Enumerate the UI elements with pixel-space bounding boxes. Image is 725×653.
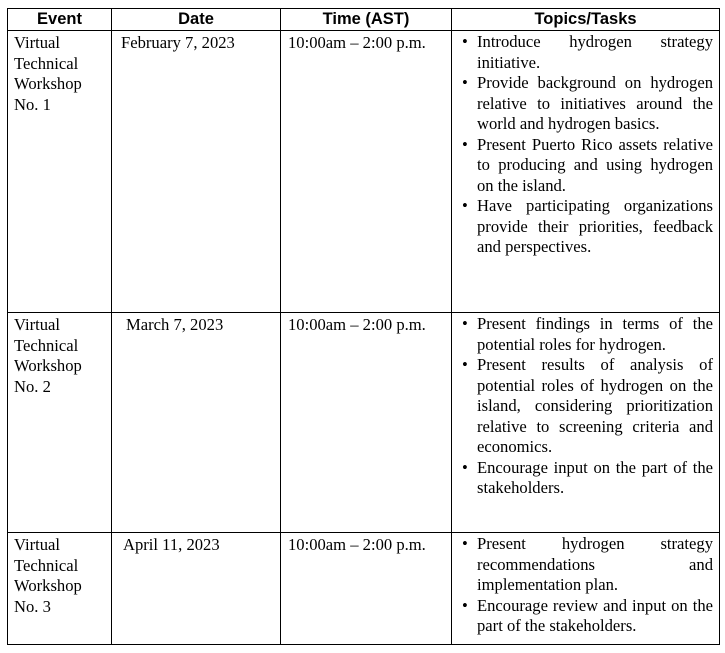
event-line: No. 3: [14, 596, 51, 616]
event-line: No. 2: [14, 376, 51, 396]
table-row: [8, 313, 720, 533]
topics-cell: [452, 533, 720, 645]
task-list: [452, 32, 713, 258]
list-item: • Provide background on hydrogen relative to initiatives around the world and hydrogen basics.: [452, 73, 713, 135]
time-text: 10:00am – 2:00 p.m.: [288, 33, 426, 52]
header-event: Event: [8, 9, 112, 31]
header-topics: Topics/Tasks: [452, 9, 720, 31]
table-row: [8, 31, 720, 313]
date-text: March 7, 2023: [126, 315, 224, 334]
task-list: [452, 314, 713, 499]
topics-cell: [452, 31, 720, 313]
event-line: Technical: [14, 53, 79, 73]
date-text: February 7, 2023: [121, 33, 235, 52]
date-cell: [112, 313, 281, 533]
event-line: Virtual: [14, 315, 61, 334]
date-cell: [112, 31, 281, 313]
workshop-schedule-table: [7, 8, 720, 645]
list-item: • Encourage review and input on the part of the stakeholders.: [452, 596, 713, 637]
event-line: Virtual: [14, 33, 61, 52]
list-item: • Introduce hydrogen strategy initiative.: [452, 32, 713, 73]
list-item: • Present Puerto Rico assets relative to producing and using hydrogen on the island.: [452, 135, 713, 197]
table-row: [8, 533, 720, 645]
header-date: Date: [112, 9, 281, 31]
time-cell: [281, 313, 452, 533]
event-line: Virtual: [14, 535, 61, 554]
date-cell: [112, 533, 281, 645]
topics-cell: [452, 313, 720, 533]
time-text: 10:00am – 2:00 p.m.: [288, 315, 426, 334]
list-item: • Present results of analysis of potential roles of hydrogen on the island, considering prioritization relative to screening criteria and economics.: [452, 355, 713, 458]
event-cell: [8, 313, 112, 533]
event-line: Technical: [14, 555, 79, 575]
header-time: Time (AST): [281, 9, 452, 31]
event-line: Workshop: [14, 74, 82, 93]
event-cell: [8, 533, 112, 645]
time-text: 10:00am – 2:00 p.m.: [288, 535, 426, 554]
list-item: • Present findings in terms of the potential roles for hydrogen.: [452, 314, 713, 355]
list-item: • Present hydrogen strategy recommendations and implementation plan.: [452, 534, 713, 596]
time-cell: [281, 31, 452, 313]
event-line: Workshop: [14, 576, 82, 595]
list-item: • Encourage input on the part of the stakeholders.: [452, 458, 713, 499]
date-text: April 11, 2023: [123, 535, 220, 554]
event-cell: [8, 31, 112, 313]
list-item: • Have participating organizations provide their priorities, feedback and perspectives.: [452, 196, 713, 258]
event-line: No. 1: [14, 94, 51, 114]
time-cell: [281, 533, 452, 645]
event-line: Technical: [14, 335, 79, 355]
task-list: [452, 534, 713, 637]
header-row: [8, 9, 720, 31]
event-line: Workshop: [14, 356, 82, 375]
